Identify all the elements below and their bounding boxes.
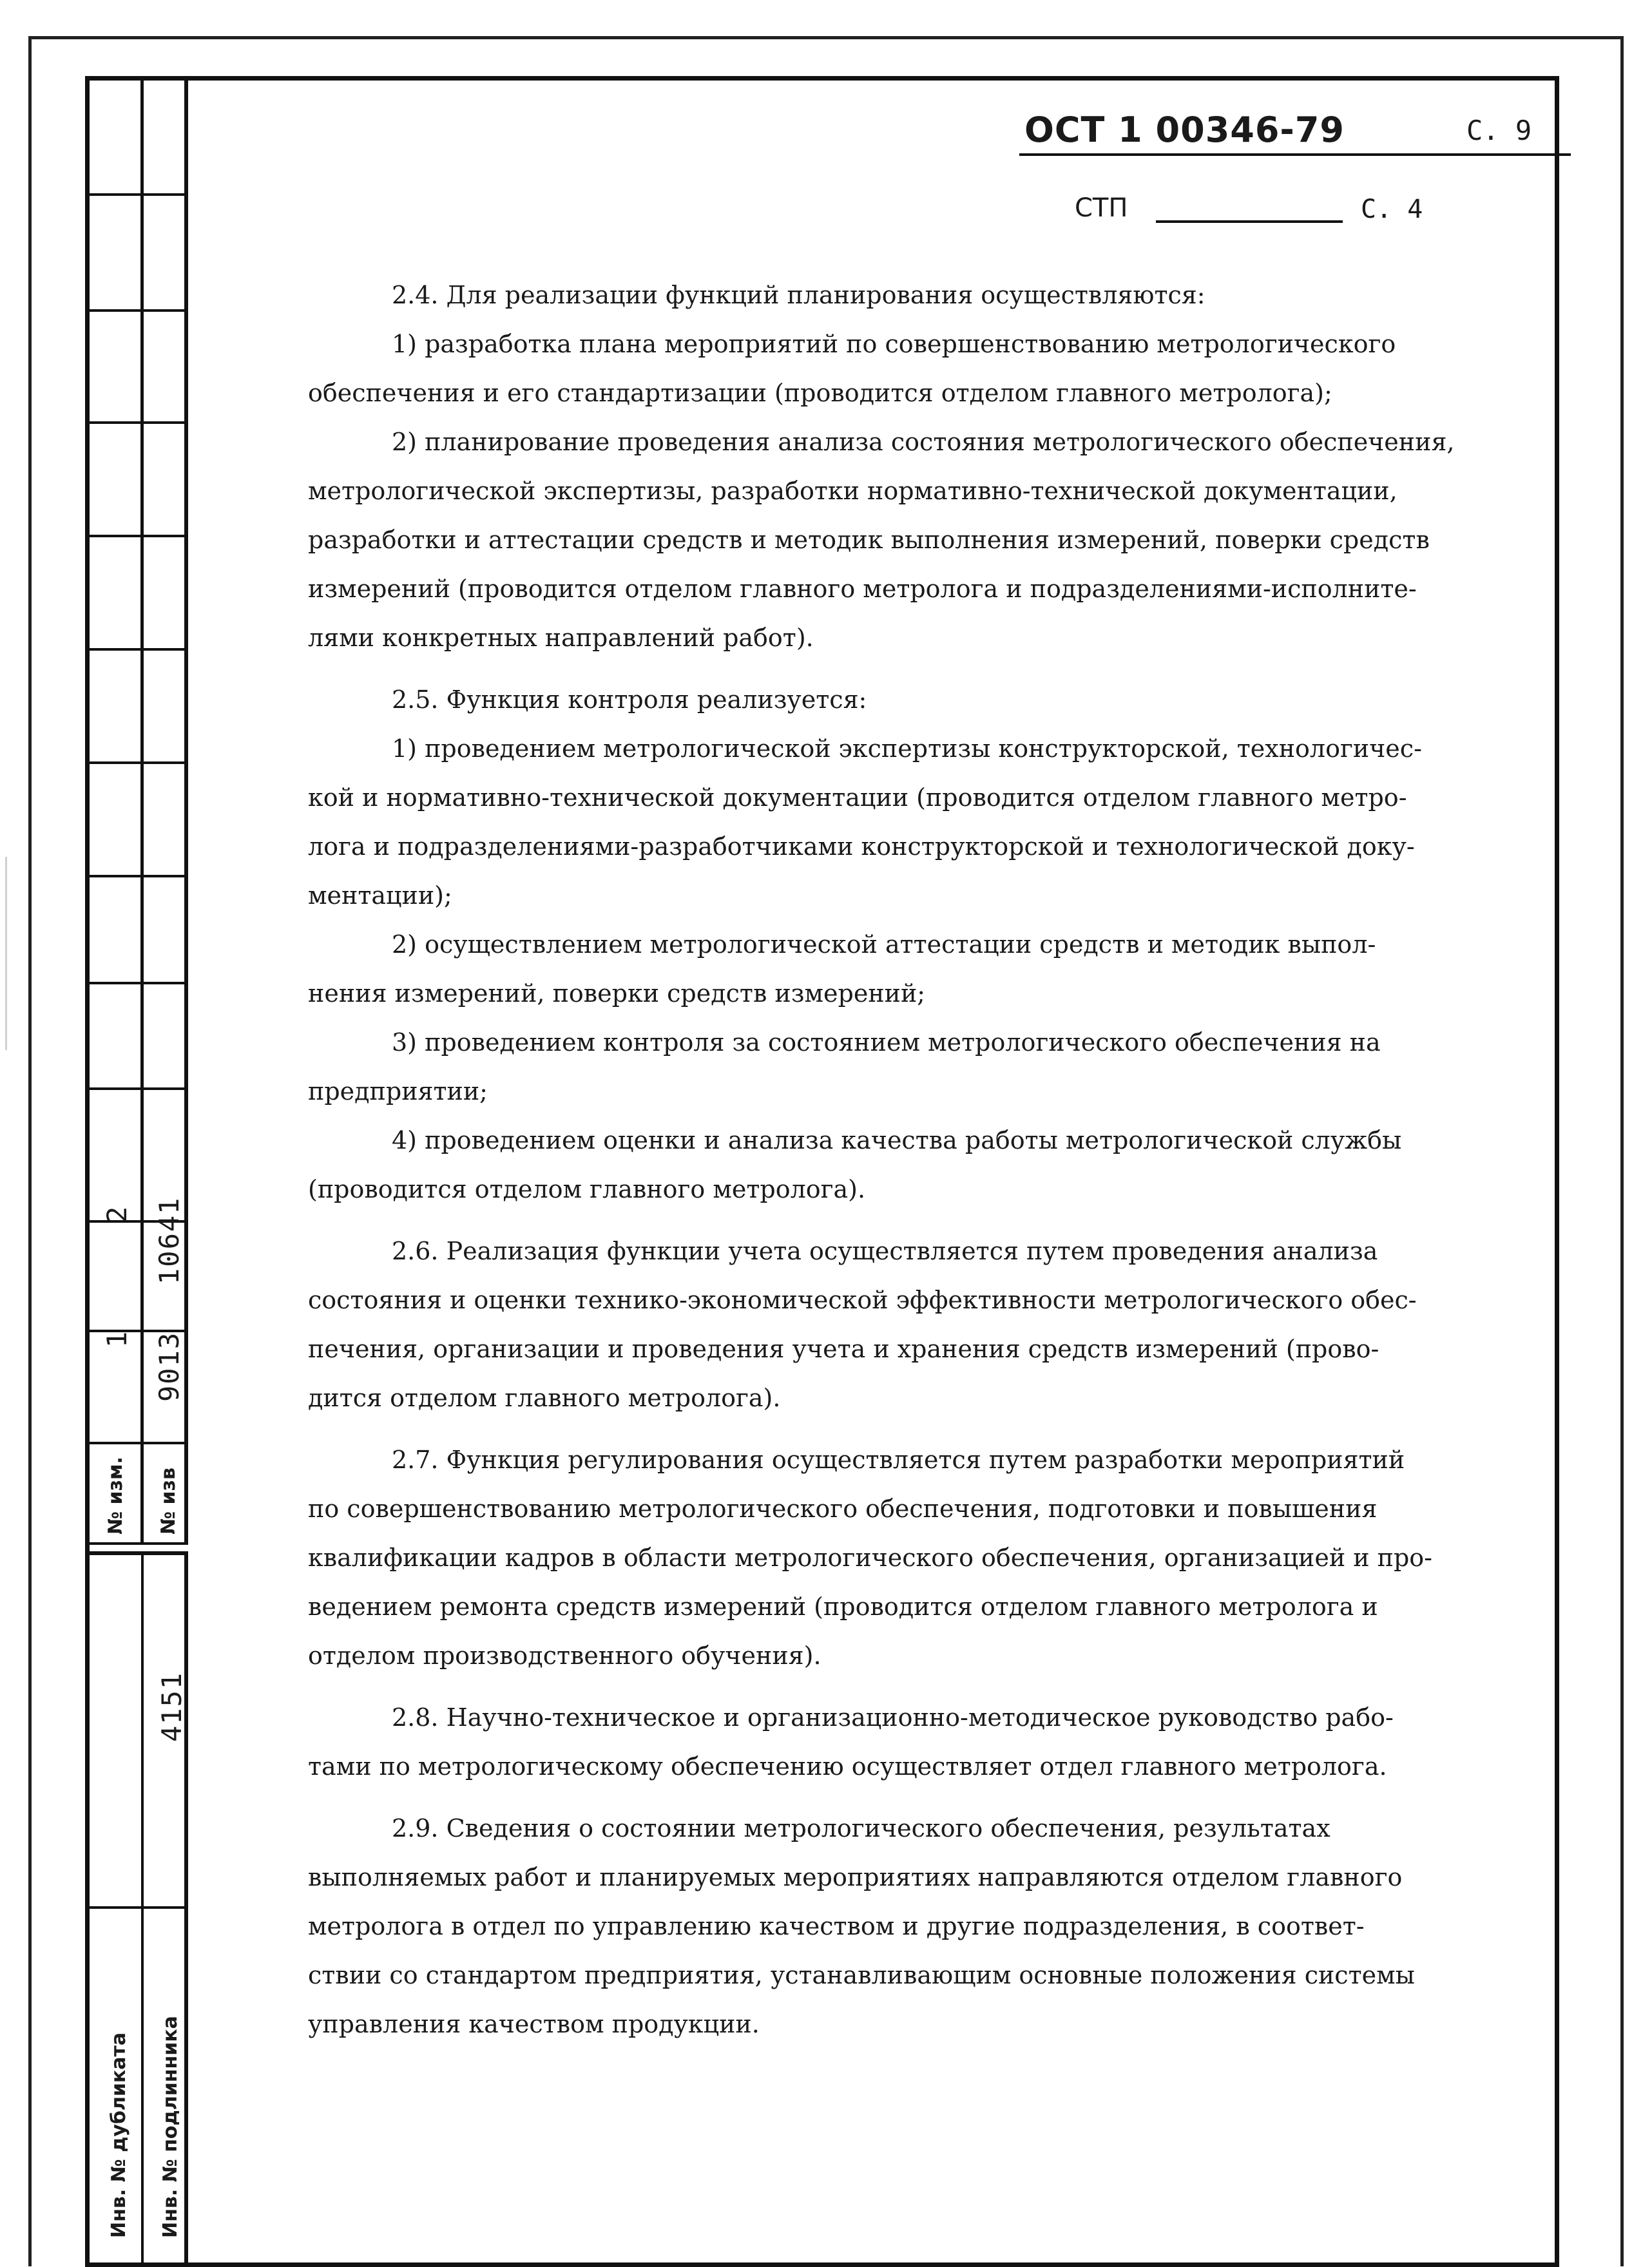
text-line: ведением ремонта средств измерений (проводится отделом главного метролога и xyxy=(308,1593,1378,1621)
text-line: тами по метрологическому обеспечению осуществляет отдел главного метролога. xyxy=(308,1752,1387,1781)
document-body xyxy=(308,271,1519,2049)
paragraph-gap xyxy=(308,1791,1519,1804)
text-line: лога и подразделениями-разработчиками конструкторской и технологической доку- xyxy=(308,832,1415,861)
inventory-rule xyxy=(88,1906,184,1909)
margin-rule xyxy=(140,982,188,984)
clause-2-8 xyxy=(308,1693,1519,1791)
notice-number-10641: 10641 xyxy=(153,1196,185,1285)
margin-rule xyxy=(85,309,140,312)
text-line: отделом производственного обучения). xyxy=(308,1641,821,1670)
margin-rule xyxy=(85,648,140,651)
text-line: 1) разработка плана мероприятий по совершенствованию метрологического xyxy=(392,330,1396,358)
stp-page-number: С. 4 xyxy=(1361,195,1423,224)
text-line: обеспечения и его стандартизации (проводится отделом главного метролога); xyxy=(308,379,1332,407)
stp-label: СТП xyxy=(1075,193,1128,223)
change-number-1: 1 xyxy=(101,1330,133,1348)
margin-rule xyxy=(140,1442,188,1444)
text-line: управления качеством продукции. xyxy=(308,2010,760,2038)
original-inventory-number: 4151 xyxy=(156,1671,187,1742)
text-line: печения, организации и проведения учета и хранения средств измерений (прово- xyxy=(308,1335,1379,1363)
margin-rule xyxy=(85,982,140,984)
text-line: лями конкретных направлений работ). xyxy=(308,624,814,652)
margin-rule xyxy=(140,875,188,877)
text-line: предприятии; xyxy=(308,1077,488,1105)
paragraph-gap xyxy=(308,662,1519,675)
margin-rule xyxy=(85,761,140,764)
text-line: 2.9. Сведения о состоянии метрологического обеспечения, результатах xyxy=(392,1814,1330,1842)
text-line: (проводится отделом главного метролога). xyxy=(308,1175,866,1203)
clause-2-4-item-2 xyxy=(308,417,1519,662)
margin-rule xyxy=(140,648,188,651)
inventory-divider xyxy=(141,1555,144,2267)
margin-rule xyxy=(140,193,188,196)
clause-2-4 xyxy=(308,271,1519,320)
change-no-label: № изм. xyxy=(104,1457,127,1535)
clause-2-5-item-4 xyxy=(308,1116,1519,1214)
margin-rule xyxy=(85,535,140,537)
clause-2-7 xyxy=(308,1435,1519,1680)
clause-2-5 xyxy=(308,675,1519,724)
margin-rule xyxy=(85,1442,140,1444)
page-number: С. 9 xyxy=(1466,115,1532,146)
margin-rule xyxy=(140,535,188,537)
text-line: дится отделом главного метролога). xyxy=(308,1384,781,1412)
inventory-block xyxy=(85,1551,188,2267)
text-line: по совершенствованию метрологического обеспечения, подготовки и повышения xyxy=(308,1495,1378,1523)
text-line: разработки и аттестации средств и методик выполнения измерений, поверки средств xyxy=(308,526,1430,554)
margin-column-notice xyxy=(140,76,188,1545)
text-line: метролога в отдел по управлению качеством и другие подразделения, в соответ- xyxy=(308,1912,1365,1940)
original-inventory-label: Инв. № подлинника xyxy=(159,2016,182,2238)
notice-no-label: № изв xyxy=(157,1468,180,1535)
notice-number-9013: 9013 xyxy=(153,1331,185,1402)
paragraph-gap xyxy=(308,1680,1519,1693)
change-number-2: 2 xyxy=(101,1205,133,1223)
margin-rule xyxy=(85,421,140,424)
margin-rule xyxy=(85,1087,140,1090)
text-line: квалификации кадров в области метрологического обеспечения, организацией и про- xyxy=(308,1544,1433,1572)
margin-rule xyxy=(85,193,140,196)
text-line: ствии со стандартом предприятия, устанавливающим основные положения системы xyxy=(308,1961,1415,1989)
text-line: 2.6. Реализация функции учета осуществляется путем проведения анализа xyxy=(392,1237,1378,1265)
header-rule xyxy=(1019,153,1571,156)
stp-blank-line xyxy=(1156,220,1343,223)
paragraph-gap xyxy=(308,1422,1519,1435)
margin-column-change xyxy=(85,76,140,1545)
text-line: состояния и оценки технико-экономической эффективности метрологического обес- xyxy=(308,1286,1417,1314)
paragraph-gap xyxy=(308,1214,1519,1227)
margin-rule xyxy=(85,875,140,877)
text-line: 2.7. Функция регулирования осуществляется путем разработки мероприятий xyxy=(392,1446,1405,1474)
standard-designation: ОСТ 1 00346-79 xyxy=(1024,110,1345,150)
clause-2-5-item-1 xyxy=(308,724,1519,920)
text-line: метрологической экспертизы, разработки нормативно-технической документации, xyxy=(308,477,1397,505)
clause-2-9 xyxy=(308,1804,1519,2049)
margin-rule xyxy=(140,1087,188,1090)
text-line: кой и нормативно-технической документации (проводится отделом главного метро- xyxy=(308,783,1407,812)
text-line: 2.8. Научно-техническое и организационно-методическое руководство рабо- xyxy=(392,1703,1394,1732)
text-line: 2.5. Функция контроля реализуется: xyxy=(392,685,867,714)
clause-2-5-item-2 xyxy=(308,920,1519,1018)
text-line: 1) проведением метрологической экспертизы конструкторской, технологичес- xyxy=(392,734,1422,763)
margin-rule xyxy=(140,421,188,424)
clause-2-6 xyxy=(308,1227,1519,1422)
text-line: 2.4. Для реализации функций планирования осуществляются: xyxy=(392,281,1205,309)
text-line: 3) проведением контроля за состоянием метрологического обеспечения на xyxy=(392,1028,1381,1057)
duplicate-inventory-label: Инв. № дубликата xyxy=(108,2032,130,2238)
margin-rule xyxy=(140,761,188,764)
text-line: выполняемых работ и планируемых мероприятиях направляются отделом главного xyxy=(308,1863,1403,1891)
scan-edge-mark xyxy=(5,857,7,1050)
clause-2-5-item-3 xyxy=(308,1018,1519,1116)
text-line: 2) планирование проведения анализа состояния метрологического обеспечения, xyxy=(392,428,1455,456)
text-line: нения измерений, поверки средств измерений; xyxy=(308,979,926,1008)
text-line: 2) осуществлением метрологической аттестации средств и методик выпол- xyxy=(392,930,1376,959)
text-line: измерений (проводится отделом главного метролога и подразделениями-исполните- xyxy=(308,575,1417,603)
margin-rule xyxy=(85,1542,140,1545)
margin-rule xyxy=(140,1542,188,1545)
clause-2-4-item-1 xyxy=(308,320,1519,417)
text-line: ментации); xyxy=(308,881,452,910)
margin-rule xyxy=(140,309,188,312)
text-line: 4) проведением оценки и анализа качества работы метрологической службы xyxy=(392,1126,1402,1154)
